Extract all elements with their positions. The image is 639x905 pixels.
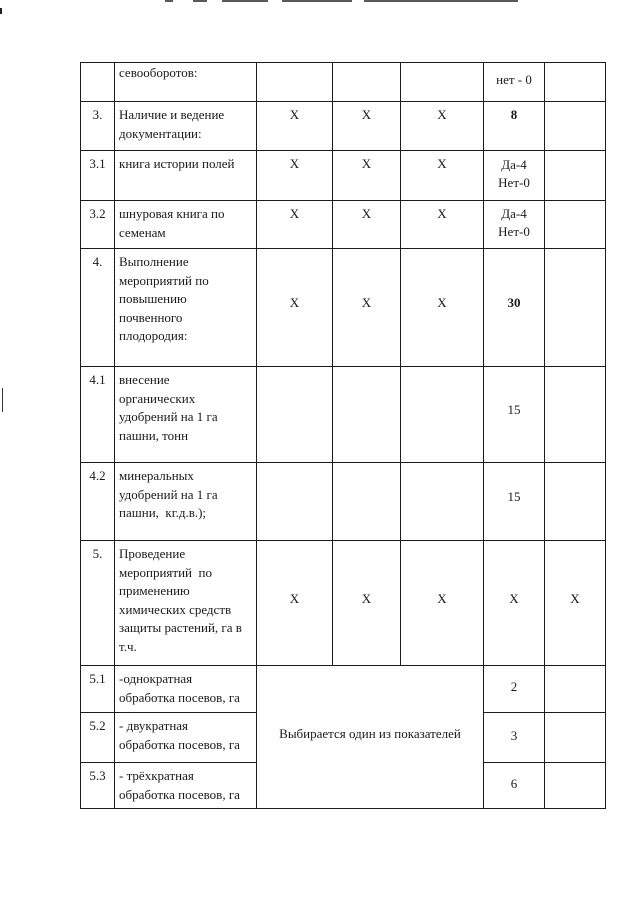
extra-cell bbox=[545, 63, 606, 102]
mark-cell: X bbox=[333, 249, 401, 367]
mark-cell bbox=[333, 367, 401, 463]
mark-cell: X bbox=[333, 151, 401, 201]
extra-cell bbox=[545, 151, 606, 201]
mark-cell: X bbox=[257, 102, 333, 151]
mark-cell: X bbox=[257, 151, 333, 201]
mark-cell: X bbox=[401, 102, 484, 151]
mark-cell: X bbox=[401, 151, 484, 201]
indicator-name-cell: - трёхкратная обработка посевов, га bbox=[115, 763, 257, 809]
table-row bbox=[81, 541, 606, 666]
mark-cell: X bbox=[333, 102, 401, 151]
score-cell: 8 bbox=[484, 102, 545, 151]
scan-mark bbox=[165, 0, 173, 2]
table-row bbox=[81, 201, 606, 249]
mark-cell bbox=[257, 367, 333, 463]
table-row bbox=[81, 666, 606, 713]
row-number-cell: 5.3 bbox=[81, 763, 115, 809]
scan-mark bbox=[364, 0, 518, 2]
score-cell: 15 bbox=[484, 463, 545, 541]
mark-cell: X bbox=[257, 541, 333, 666]
mark-cell: X bbox=[401, 541, 484, 666]
indicator-name-cell: внесение органических удобрений на 1 га пашни, тонн bbox=[115, 367, 257, 463]
extra-cell bbox=[545, 763, 606, 809]
mark-cell bbox=[401, 463, 484, 541]
extra-cell bbox=[545, 249, 606, 367]
table-row bbox=[81, 249, 606, 367]
extra-cell bbox=[545, 713, 606, 763]
mark-cell: X bbox=[333, 201, 401, 249]
score-cell: нет - 0 bbox=[484, 63, 545, 102]
indicator-name-cell: севооборотов: bbox=[115, 63, 257, 102]
extra-cell bbox=[545, 666, 606, 713]
row-number-cell: 3. bbox=[81, 102, 115, 151]
row-number-cell: 5. bbox=[81, 541, 115, 666]
extra-cell bbox=[545, 367, 606, 463]
mark-cell bbox=[257, 463, 333, 541]
mark-cell: X bbox=[257, 201, 333, 249]
table-row bbox=[81, 151, 606, 201]
row-number-cell: 3.1 bbox=[81, 151, 115, 201]
table-row bbox=[81, 63, 606, 102]
row-number-cell bbox=[81, 63, 115, 102]
indicator-name-cell: книга истории полей bbox=[115, 151, 257, 201]
scan-mark bbox=[282, 0, 352, 2]
extra-cell bbox=[545, 463, 606, 541]
table-row bbox=[81, 463, 606, 541]
row-number-cell: 3.2 bbox=[81, 201, 115, 249]
scan-mark bbox=[193, 0, 207, 2]
indicator-name-cell: Выполнение мероприятий по повышению почвенного плодородия: bbox=[115, 249, 257, 367]
table-row bbox=[81, 102, 606, 151]
table-row bbox=[81, 367, 606, 463]
indicators-table bbox=[80, 62, 606, 809]
indicator-name-cell: минеральных удобрений на 1 га пашни, кг.д.в.); bbox=[115, 463, 257, 541]
score-cell: Да-4 Нет-0 bbox=[484, 201, 545, 249]
row-number-cell: 4.1 bbox=[81, 367, 115, 463]
indicator-name-cell: - двукратная обработка посевов, га bbox=[115, 713, 257, 763]
mark-cell bbox=[257, 63, 333, 102]
score-cell: 6 bbox=[484, 763, 545, 809]
row-number-cell: 4. bbox=[81, 249, 115, 367]
score-cell: X bbox=[484, 541, 545, 666]
scan-mark bbox=[0, 8, 2, 14]
extra-cell bbox=[545, 201, 606, 249]
scan-mark bbox=[2, 388, 3, 412]
merged-note-cell: Выбирается один из показателей bbox=[257, 666, 484, 809]
row-number-cell: 4.2 bbox=[81, 463, 115, 541]
mark-cell: X bbox=[401, 249, 484, 367]
mark-cell bbox=[401, 367, 484, 463]
score-cell: 30 bbox=[484, 249, 545, 367]
score-cell: 15 bbox=[484, 367, 545, 463]
indicator-name-cell: -однократная обработка посевов, га bbox=[115, 666, 257, 713]
score-cell: 3 bbox=[484, 713, 545, 763]
mark-cell bbox=[333, 463, 401, 541]
extra-cell bbox=[545, 102, 606, 151]
mark-cell bbox=[401, 63, 484, 102]
indicator-name-cell: шнуровая книга по семенам bbox=[115, 201, 257, 249]
mark-cell: X bbox=[257, 249, 333, 367]
indicator-name-cell: Наличие и ведение документации: bbox=[115, 102, 257, 151]
indicator-name-cell: Проведение мероприятий по применению химических средств защиты растений, га в т.ч. bbox=[115, 541, 257, 666]
score-cell: Да-4 Нет-0 bbox=[484, 151, 545, 201]
extra-cell: X bbox=[545, 541, 606, 666]
mark-cell bbox=[333, 63, 401, 102]
row-number-cell: 5.2 bbox=[81, 713, 115, 763]
score-cell: 2 bbox=[484, 666, 545, 713]
mark-cell: X bbox=[333, 541, 401, 666]
scan-mark bbox=[222, 0, 268, 2]
mark-cell: X bbox=[401, 201, 484, 249]
row-number-cell: 5.1 bbox=[81, 666, 115, 713]
